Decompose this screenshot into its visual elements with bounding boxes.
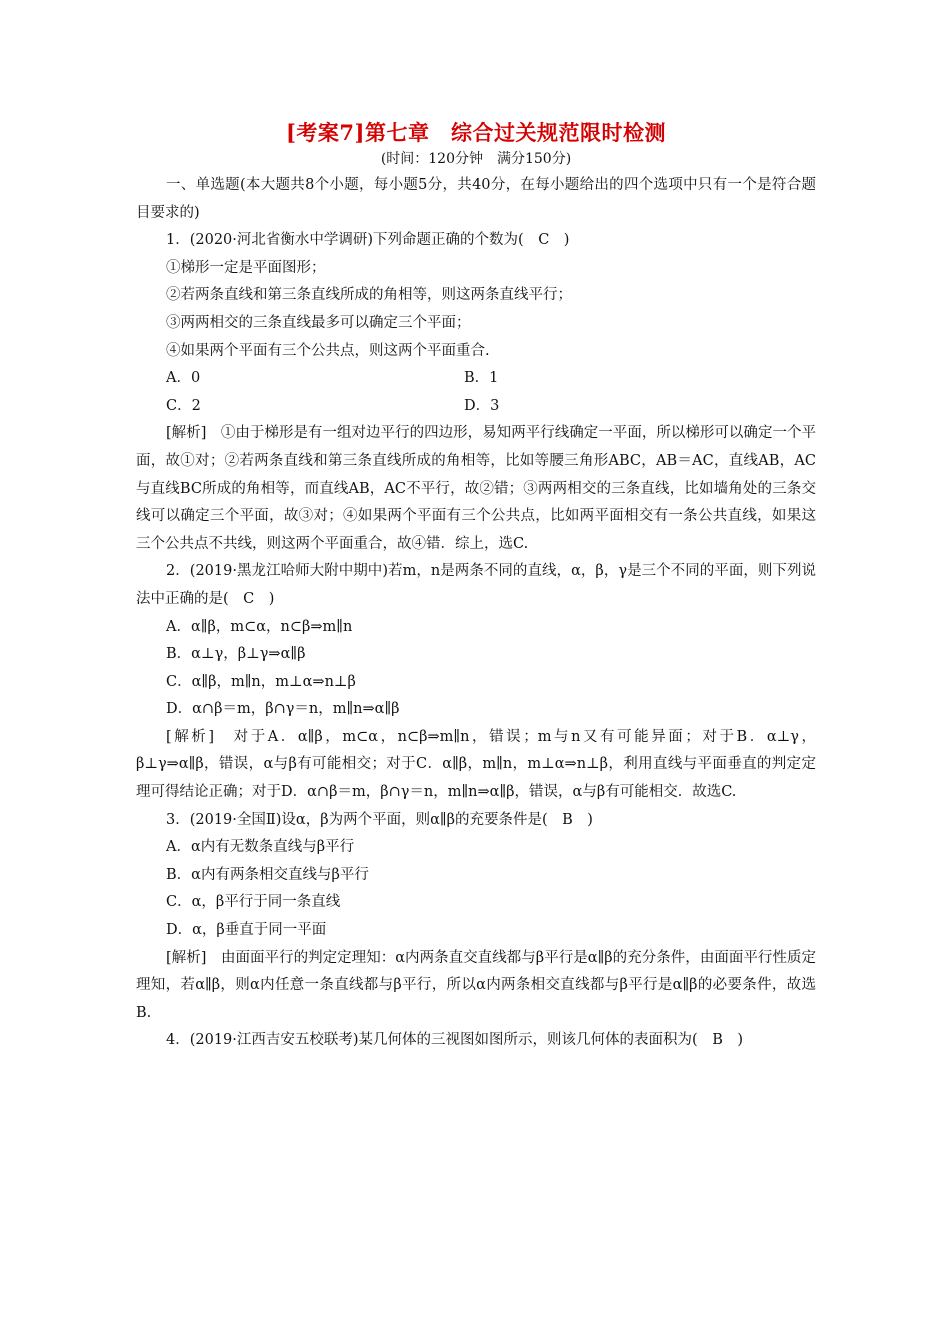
option-c: C．2: [166, 397, 201, 414]
option-b: B．α⊥γ，β⊥γ⇒α∥β: [166, 646, 306, 663]
option-c: C．α，β平行于同一条直线: [166, 894, 341, 911]
analysis: [解析] 对于A．α∥β，m⊂α，n⊂β⇒m∥n，错误；m与n又有可能异面；对于B．α⊥γ，β⊥γ⇒α∥β，错误，α与β有可能相交；对于C．α∥β，m∥n，m⊥α⇒n⊥β，利用直线与平面垂直的判定定理可得结论正确；对于D．α∩β＝m，β∩γ＝n，m∥n⇒α∥β，错误，α与β有可能相交．故选C.: [136, 728, 816, 801]
question-2: [136, 558, 816, 806]
option-b: B．α内有两条相交直线与β平行: [166, 866, 369, 883]
option-d: D．3: [464, 397, 500, 414]
question-stem: 3．(2019·全国Ⅱ)设α，β为两个平面，则α∥β的充要条件是( B ): [166, 811, 593, 828]
analysis: [解析] ①由于梯形是有一组对边平行的四边形，易知两平行线确定一平面，所以梯形可以确定一个平面，故①对；②若两条直线和第三条直线所成的角相等，比如等腰三角形ABC，AB＝AC，直线AB，AC与直线BC所成的角相等，而直线AB，AC不平行，故②错；③两两相交的三条直线，比如墙角处的三条交线可以确定三个平面，故③对；④如果两个平面有三个公共点，比如两平面相交有一条公共直线，如果这三个公共点不共线，则这两个平面重合，故④错．综上，选C.: [136, 425, 816, 552]
statement-item: ④如果两个平面有三个公共点，则这两个平面重合.: [166, 342, 490, 359]
question-stem: 4．(2019·江西吉安五校联考)某几何体的三视图如图所示，则该几何体的表面积为( B ): [166, 1032, 744, 1049]
option-a: A．α内有无数条直线与β平行: [166, 839, 355, 856]
option-b: B．1: [464, 370, 499, 387]
option-d: D．α∩β＝m，β∩γ＝n，m∥n⇒α∥β: [166, 701, 400, 718]
option-a: A．0: [166, 370, 201, 387]
analysis: [解析] 由面面平行的判定定理知：α内两条直交直线都与β平行是α∥β的充分条件，由面面平行性质定理知，若α∥β，则α内任意一条直线都与β平行，所以α内两条相交直线都与β平行是α∥β的必要条件，故选B.: [136, 949, 816, 1021]
option-a: A．α∥β，m⊂α，n⊂β⇒m∥n: [166, 618, 353, 635]
question-3: [136, 807, 816, 1028]
option-d: D．α，β垂直于同一平面: [166, 922, 327, 939]
question-1: [136, 227, 816, 558]
option-c: C．α∥β，m∥n，m⊥α⇒n⊥β: [166, 673, 356, 690]
section-header: 一、单选题(本大题共8个小题，每小题5分，共40分，在每小题给出的四个选项中只有一个是符合题目要求的): [136, 177, 816, 221]
document-page: [136, 118, 816, 1055]
question-stem: 1．(2020·河北省衡水中学调研)下列命题正确的个数为( C ): [166, 232, 570, 249]
statement-item: ③两两相交的三条直线最多可以确定三个平面；: [166, 314, 471, 331]
question-stem: 2．(2019·黑龙江哈师大附中期中)若m，n是两条不同的直线，α，β，γ是三个不同的平面，则下列说法中正确的是( C ): [136, 563, 816, 607]
page-title: [考案7]第七章 综合过关规范限时检测: [286, 120, 666, 145]
question-4: [136, 1027, 816, 1055]
options-row: [136, 393, 816, 421]
page-subtitle: (时间：120分钟 满分150分): [380, 151, 572, 167]
statement-item: ①梯形一定是平面图形；: [166, 259, 326, 276]
statement-item: ②若两条直线和第三条直线所成的角相等，则这两条直线平行；: [166, 287, 572, 304]
options-row: [136, 365, 816, 393]
